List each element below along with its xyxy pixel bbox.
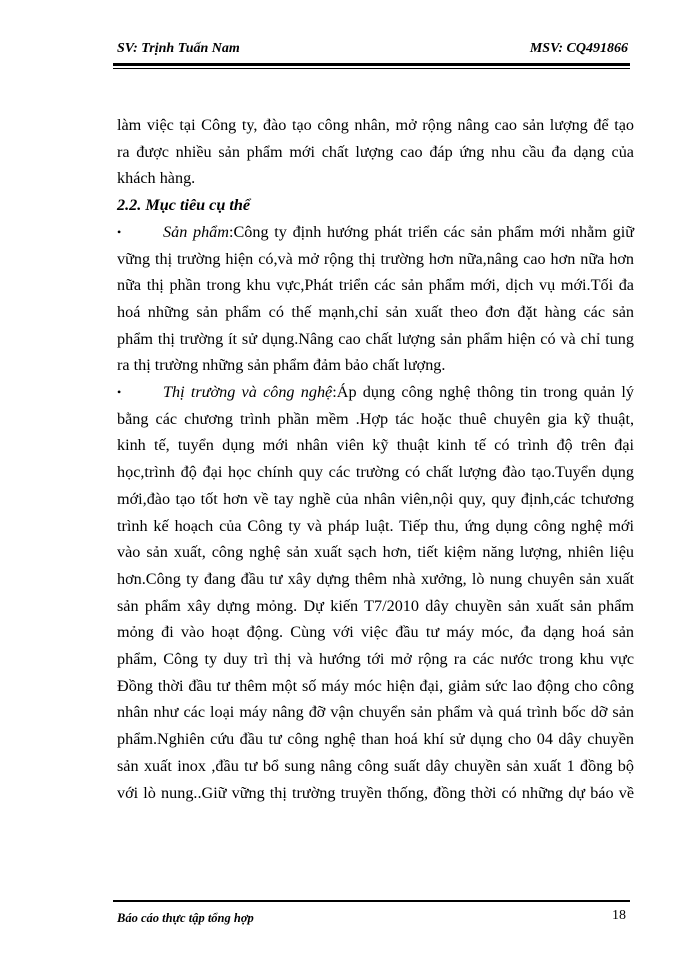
market-line: sản phẩm xây dựng mỏng. Dự kiến T7/2010 dây chuyền sản xuất sản phẩm [117, 596, 634, 615]
market-line: phẩm, Công ty duy trì thị và hướng tới mở rộng ra các nước trong khu vực [117, 650, 634, 669]
market-line: vào sản xuất, công nghệ sản xuất sạch hơn, tiết kiệm năng lượng, nhiên liệu [117, 543, 634, 562]
market-line: với lò nung..Giữ vững thị trường truyền thống, đồng thời có những dự báo về [117, 783, 634, 802]
market-line: phẩm.Nghiên cứu đầu tư công nghệ than hoá khí sử dụng cho 04 dây chuyền [117, 730, 634, 749]
intro-paragraph [117, 112, 634, 192]
market-line: học,trình độ đại học chính quy các trường có chất lượng đào tạo.Tuyển dụng [117, 463, 634, 482]
product-line: nữa thị phần trong khu vực,Phát triển các sản phẩm mới, dịch vụ mới.Tối đa [117, 276, 634, 295]
market-line: hơn.Công ty đang đầu tư xây dựng thêm nhà xưởng, lò nung chuyên sản xuất [117, 569, 634, 588]
student-name: SV: Trịnh Tuấn Nam [117, 41, 240, 56]
market-line: nhân như các loại máy nâng đỡ vận chuyển sản phẩm và quá trình bốc dỡ sản [117, 703, 634, 722]
market-term: Thị trường và công nghệ [163, 383, 333, 402]
page-number: 18 [612, 908, 626, 923]
product-line: hoá những sản phẩm có thế mạnh,chỉ sản xuất theo đơn đặt hàng các sản [117, 302, 634, 321]
product-line: ra thị trường những sản phẩm đảm bảo chất lượng. [117, 356, 446, 375]
market-paragraph [117, 379, 634, 806]
product-line: phẩm thị trường ít sử dụng.Nâng cao chất lượng sản phẩm hiện có và chỉ tung [117, 329, 634, 348]
market-line: mới,đào tạo tốt hơn về tay nghề của nhân viên,nội quy, quy định,các tchương [117, 489, 634, 508]
student-id: MSV: CQ491866 [529, 41, 628, 56]
header-rule [113, 63, 630, 66]
product-first-line [117, 219, 634, 246]
report-title: Báo cáo thực tập tổng hợp [117, 911, 254, 925]
intro-line-3: khách hàng. [117, 169, 196, 188]
page-body [117, 112, 634, 806]
market-line: bằng các chương trình phần mềm .Hợp tác hoặc thuê chuyên gia kỹ thuật, [117, 409, 634, 428]
product-line: vững thị trường hiện có,và mở rộng thị trường hơn nữa,nâng cao hơn nữa hơn [117, 249, 634, 268]
footer-rule [113, 900, 630, 902]
market-line: trình kế hoạch của Công ty và pháp luật. Tiếp thu, ứng dụng công nghệ mới [117, 516, 634, 535]
bullet-icon: • [117, 224, 122, 239]
product-term: Sản phẩm [163, 222, 229, 241]
product-paragraph [117, 219, 634, 379]
section-heading: 2.2. Mục tiêu cụ thể [117, 196, 251, 215]
page-footer [117, 905, 628, 927]
intro-line-2: ra được nhiều sản phẩm mới chất lượng cao đáp ứng nhu cầu đa dạng của [117, 142, 634, 161]
product-first-text: :Công ty định hướng phát triển các sản phẩm mới nhằm giữ [228, 222, 634, 241]
market-line: kinh tế, tuyển dụng mới nhân viên kỹ thuật kinh tế có trình độ trên đại [117, 436, 634, 455]
market-line: Đồng thời đầu tư thêm một số máy móc hiện đại, giảm sức lao động cho công [117, 676, 634, 695]
page-header [117, 38, 628, 60]
market-line: mỏng đi vào hoạt động. Cùng với việc đầu tư máy móc, đa dạng hoá sản [117, 623, 634, 642]
bullet-icon: • [117, 385, 122, 400]
market-first-line [117, 379, 634, 406]
intro-line-1: làm việc tại Công ty, đào tạo công nhân, mở rộng nâng cao sản lượng để tạo [117, 116, 634, 134]
market-first-text: :Áp dụng công nghệ thông tin trong quản lý [332, 383, 634, 402]
market-line: sản xuất inox ,đầu tư bổ sung nâng công suất dây chuyền sản xuất 1 đồng bộ [117, 756, 634, 775]
